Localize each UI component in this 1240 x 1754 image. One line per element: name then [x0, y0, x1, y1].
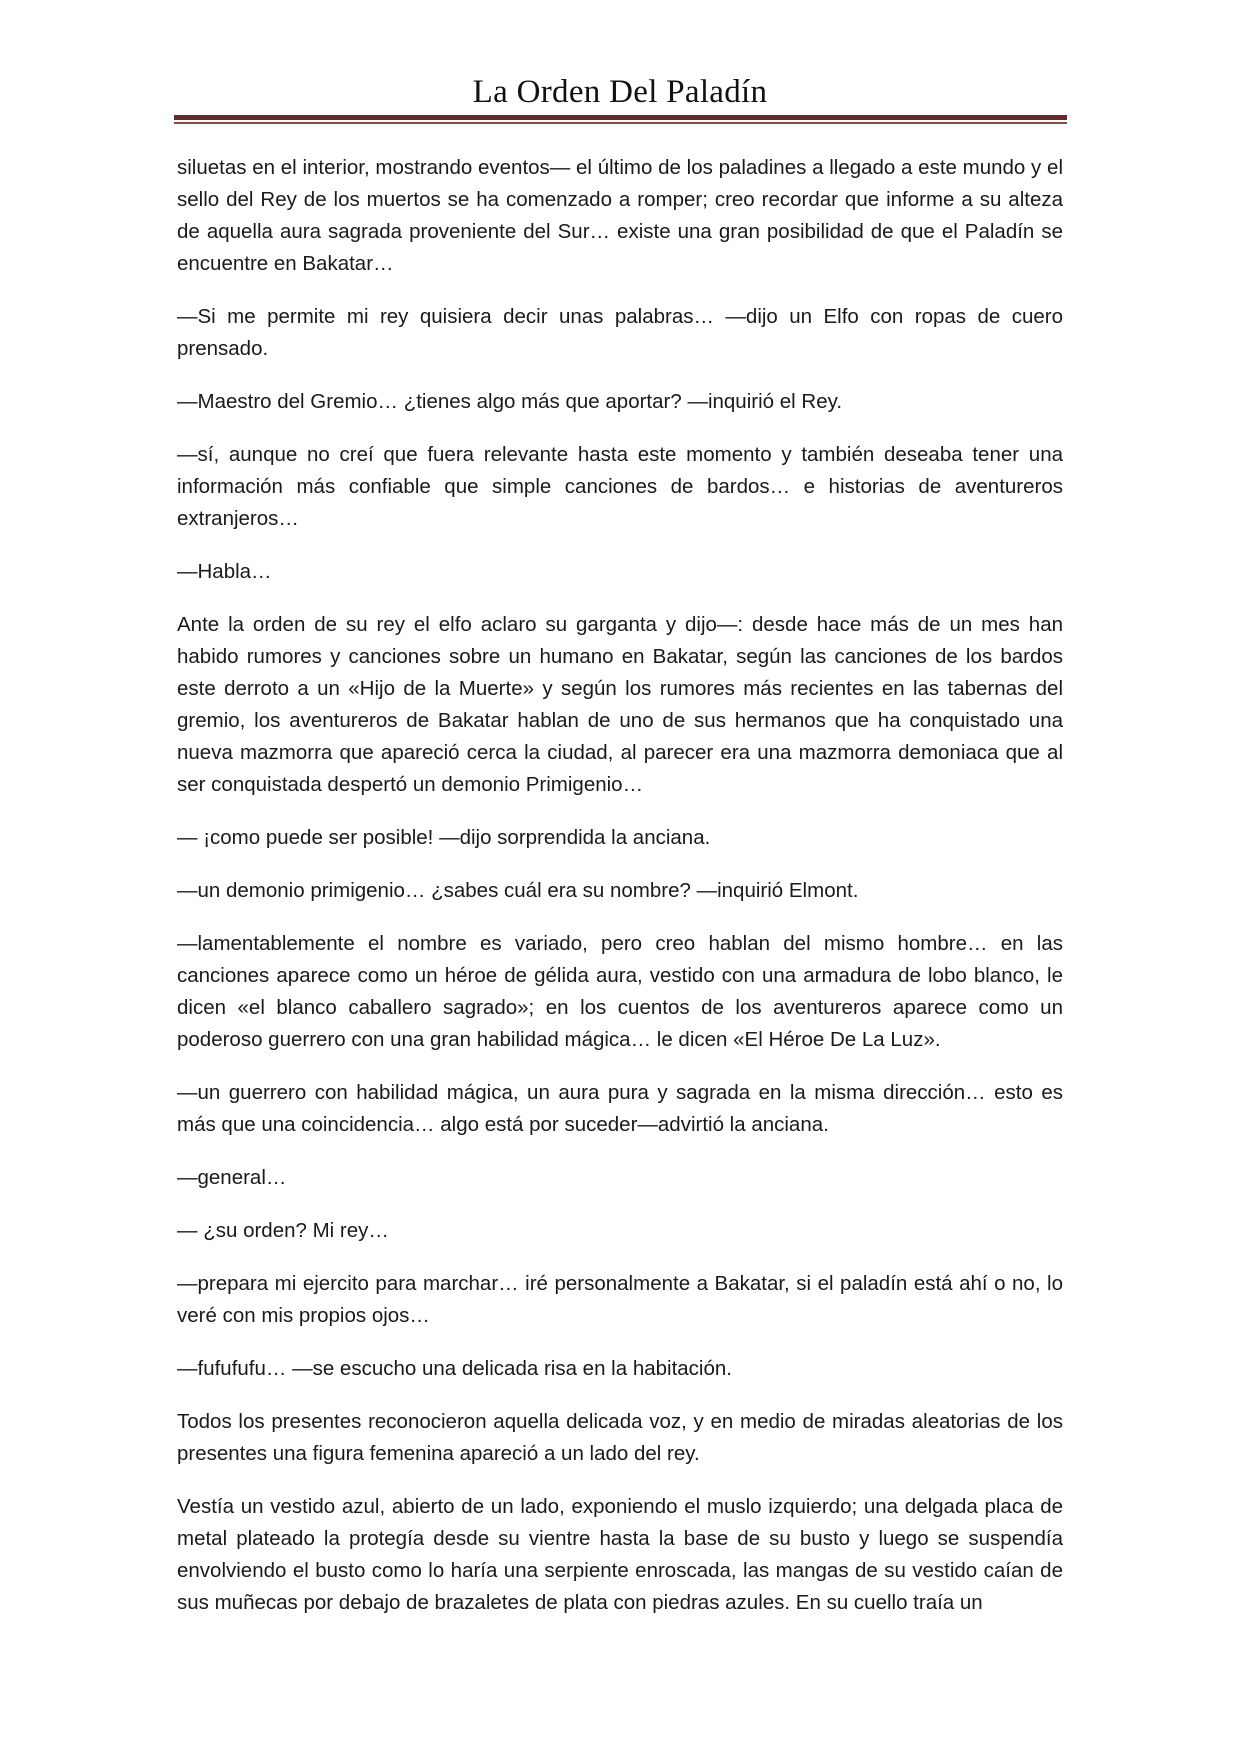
paragraph: —un demonio primigenio… ¿sabes cuál era su nombre? —inquirió Elmont.: [177, 879, 859, 902]
header-divider-thick-line: [174, 115, 1067, 120]
paragraph: —lamentablemente el nombre es variado, pero creo hablan del mismo hombre… en las canciones aparece como un héroe de gélida aura, vestido con una armadura de lobo blanco, le dicen «el blanco caballero sagrado»; en los cuentos de los aventureros aparece como un poderoso guerrero con una gran habilidad mágica… le dicen «El Héroe De La Luz».: [177, 932, 1063, 1051]
paragraph: —Si me permite mi rey quisiera decir unas palabras… —dijo un Elfo con ropas de cuero prensado.: [177, 305, 1063, 360]
paragraph: —Maestro del Gremio… ¿tienes algo más que aportar? —inquirió el Rey.: [177, 390, 843, 413]
paragraph: siluetas en el interior, mostrando eventos— el último de los paladines a llegado a este mundo y el sello del Rey de los muertos se ha comenzado a romper; creo recordar que informe a su alteza de aquella aura sagrada proveniente del Sur… existe una gran posibilidad de que el Paladín se encuentre en Bakatar…: [177, 156, 1063, 275]
paragraph: — ¿su orden? Mi rey…: [177, 1219, 389, 1242]
paragraph: —fufufufu… —se escucho una delicada risa en la habitación.: [177, 1357, 732, 1380]
header-divider: [174, 115, 1067, 124]
paragraph: —un guerrero con habilidad mágica, un aura pura y sagrada en la misma dirección… esto es más que una coincidencia… algo está por suceder—advirtió la anciana.: [177, 1081, 1063, 1136]
document-body: [177, 152, 1063, 1619]
paragraph: —sí, aunque no creí que fuera relevante hasta este momento y también deseaba tener una información más confiable que simple canciones de bardos… e historias de aventureros extranjeros…: [177, 443, 1063, 530]
paragraph: —general…: [177, 1166, 287, 1189]
paragraph: — ¡como puede ser posible! —dijo sorprendida la anciana.: [177, 826, 711, 849]
paragraph: —Habla…: [177, 560, 272, 583]
header-divider-thin-line: [174, 122, 1067, 124]
page-title: La Orden Del Paladín: [472, 74, 768, 110]
paragraph: Ante la orden de su rey el elfo aclaro su garganta y dijo—: desde hace más de un mes han habido rumores y canciones sobre un humano en Bakatar, según las canciones de los bardos este derroto a un «Hijo de la Muerte» y según los rumores más recientes en las tabernas del gremio, los aventureros de Bakatar hablan de uno de sus hermanos que ha conquistado una nueva mazmorra que apareció cerca la ciudad, al parecer era una mazmorra demoniaca que al ser conquistada despertó un demonio Primigenio…: [177, 613, 1063, 796]
paragraph: —prepara mi ejercito para marchar… iré personalmente a Bakatar, si el paladín está ahí o no, lo veré con mis propios ojos…: [177, 1272, 1063, 1327]
paragraph: Todos los presentes reconocieron aquella delicada voz, y en medio de miradas aleatorias de los presentes una figura femenina apareció a un lado del rey.: [177, 1410, 1063, 1465]
page-header: [0, 72, 1240, 112]
paragraph: Vestía un vestido azul, abierto de un lado, exponiendo el muslo izquierdo; una delgada placa de metal plateado la protegía desde su vientre hasta la base de su busto y luego se suspendía envolviendo el busto como lo haría una serpiente enroscada, las mangas de su vestido caían de sus muñecas por debajo de brazaletes de plata con piedras azules. En su cuello traía un: [177, 1495, 1063, 1614]
